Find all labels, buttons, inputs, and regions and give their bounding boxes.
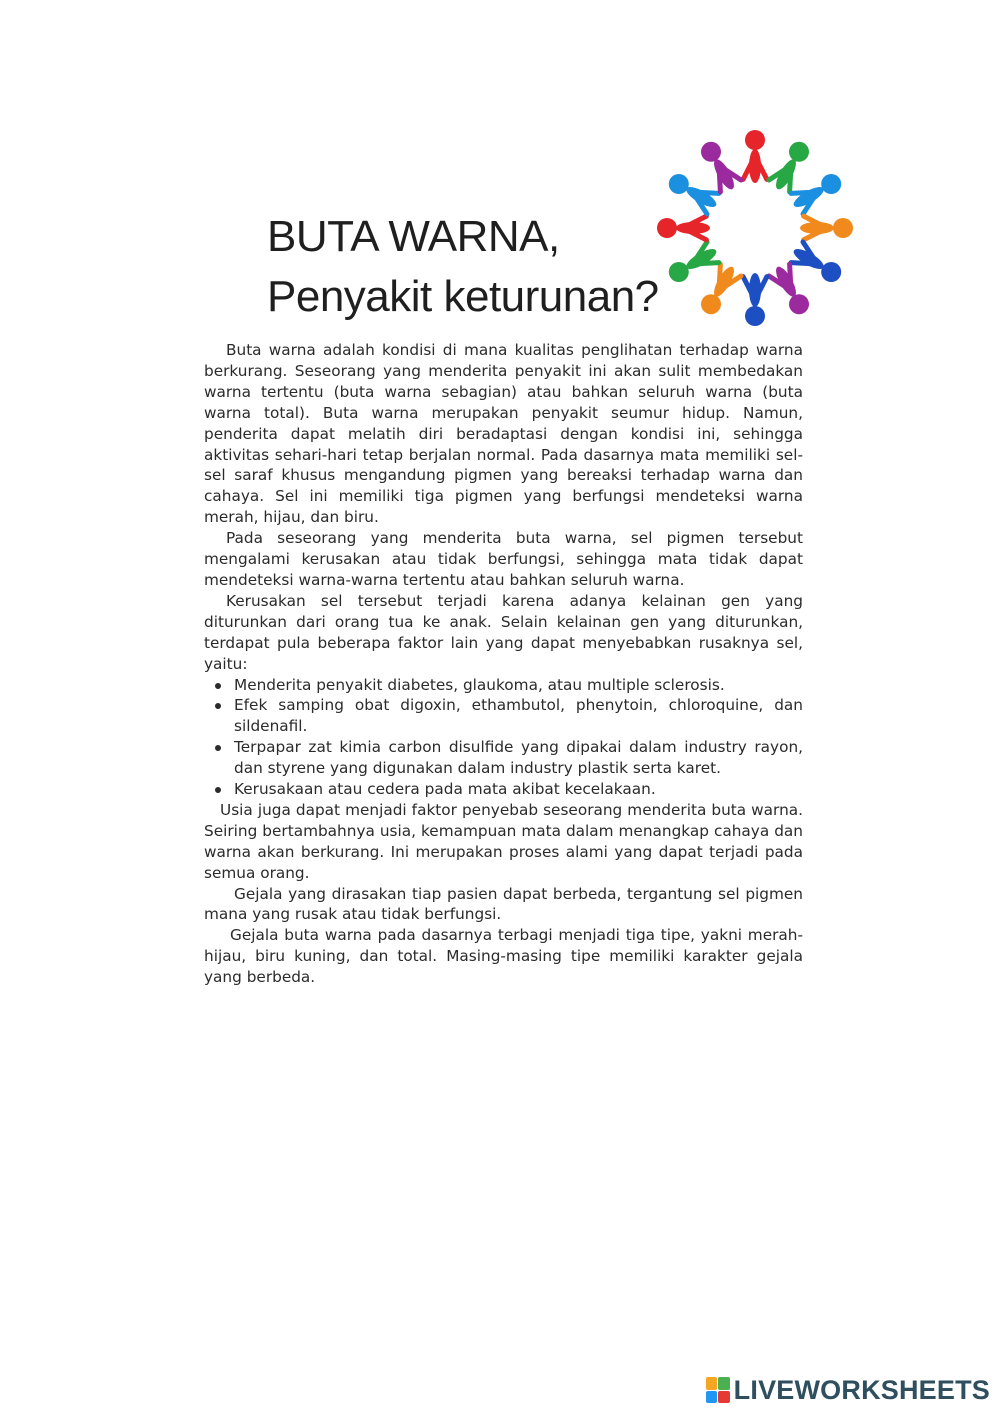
cause-item-4: Kerusakaan atau cedera pada mata akibat kecelakaan. xyxy=(234,779,803,800)
paragraph-3: Kerusakan sel tersebut terjadi karena adanya kelainan gen yang diturunkan dari orang tua ke anak. Selain kelainan gen yang diturunkan, terdapat pula beberapa faktor lain yang dapat menyebabkan rusaknya sel, yaitu: xyxy=(204,591,803,673)
article-body xyxy=(204,340,803,988)
paragraph-5: Gejala yang dirasakan tiap pasien dapat berbeda, tergantung sel pigmen mana yang rusak atau tidak berfungsi. xyxy=(204,884,803,924)
person-figure xyxy=(769,264,809,314)
person-figure xyxy=(791,242,841,282)
paragraph-2: Pada seseorang yang menderita buta warna, sel pigmen tersebut mengalami kerusakan atau tidak berfungsi, sehingga mata tidak dapat mendeteksi warna-warna tertentu atau bahkan seluruh warna. xyxy=(204,529,803,589)
brand-square xyxy=(718,1377,730,1390)
person-figure xyxy=(657,216,710,240)
paragraph-4: Usia juga dapat menjadi faktor penyebab seseorang menderita buta warna. Seiring bertambahnya usia, kemampuan mata dalam menangkap cahaya dan warna akan berkurang. Ini merupakan proses alami yang dapat terjadi pada semua orang. xyxy=(204,800,803,882)
brand-square xyxy=(706,1377,718,1390)
liveworksheets-logo[interactable] xyxy=(706,1373,990,1407)
cause-item-3: Terpapar zat kimia carbon disulfide yang dipakai dalam industry rayon, dan styrene yang digunakan dalam industry plastik serta karet. xyxy=(234,738,803,778)
person-figure xyxy=(743,130,767,183)
title-line-1: BUTA WARNA, xyxy=(267,212,560,261)
cause-item-2: Efek samping obat digoxin, ethambutol, phenytoin, chloroquine, dan sildenafil. xyxy=(234,696,803,736)
liveworksheets-wordmark: LIVEWORKSHEETS xyxy=(733,1374,990,1405)
cause-item-1: Menderita penyakit diabetes, glaukoma, atau multiple sclerosis. xyxy=(234,675,803,696)
title-line-2: Penyakit keturunan? xyxy=(267,272,659,321)
paragraph-6: Gejala buta warna pada dasarnya terbagi menjadi tiga tipe, yakni merah-hijau, biru kuning, dan total. Masing-masing tipe memiliki karakter gejala yang berbeda. xyxy=(204,926,803,987)
paragraph-1: Buta warna adalah kondisi di mana kualitas penglihatan terhadap warna berkurang. Seseorang yang menderita penyakit ini akan sulit membedakan warna tertentu (buta warna sebagian) atau bahkan seluruh warna (buta warna total). Buta warna merupakan penyakit seumur hidup. Namun, penderita dapat melatih diri beradaptasi dengan kondisi ini, sehingga aktivitas sehari-hari tetap berjalan normal. Pada dasarnya mata memiliki sel-sel saraf khusus mengandung pigmen yang bereaksi terhadap warna dan cahaya. Sel ini memiliki tiga pigmen yang berfungsi mendeteksi warna merah, hijau, dan biru. xyxy=(204,341,803,527)
circle-of-people-icon xyxy=(655,128,855,328)
person-figure xyxy=(669,242,719,282)
person-figure xyxy=(743,273,767,326)
person-figure xyxy=(669,174,719,214)
person-figure xyxy=(701,264,741,314)
person-figure xyxy=(701,142,741,192)
liveworksheets-mark-icon xyxy=(706,1377,730,1403)
brand-square xyxy=(706,1391,718,1404)
cause-list xyxy=(204,675,803,800)
person-figure xyxy=(800,216,853,240)
brand-square xyxy=(718,1391,730,1404)
person-figure xyxy=(791,174,841,214)
person-figure xyxy=(769,142,809,192)
